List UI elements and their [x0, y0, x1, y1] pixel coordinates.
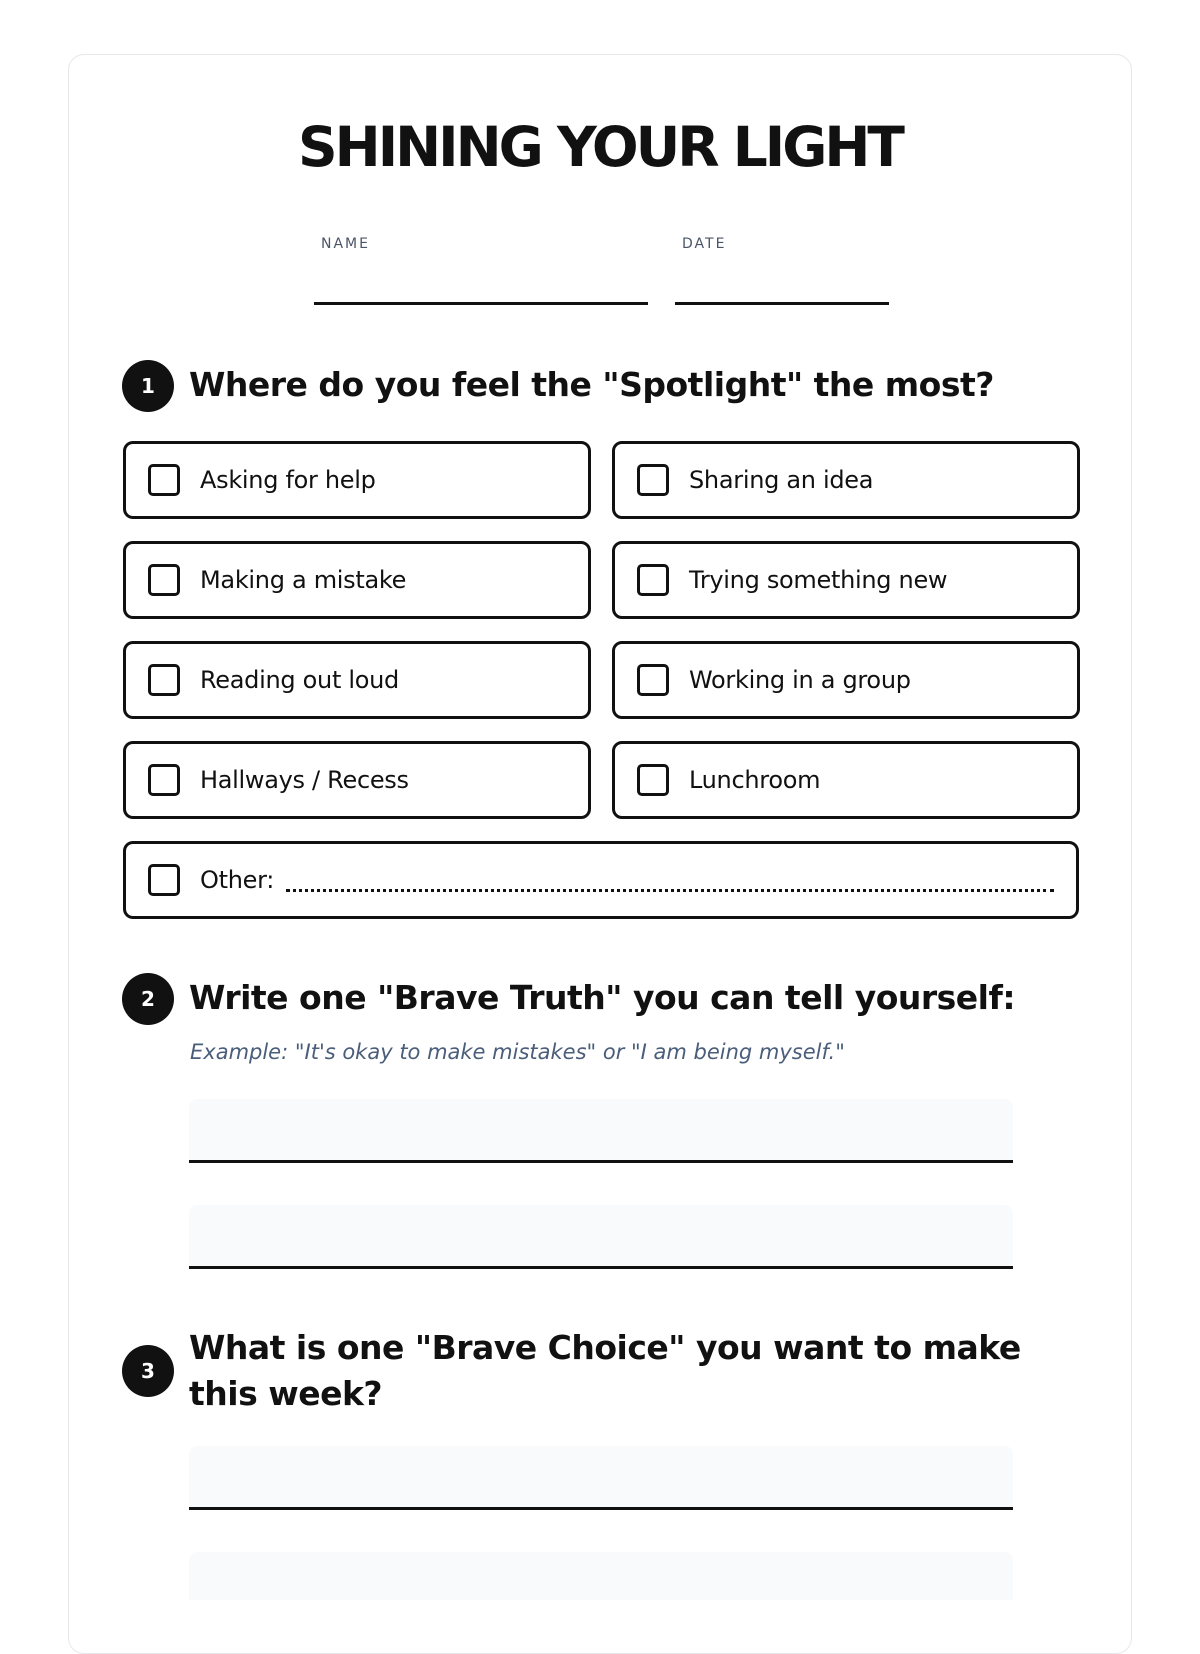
- question-3-text: What is one "Brave Choice" you want to make this week?: [189, 1328, 1021, 1413]
- other-write-in-line[interactable]: [286, 869, 1054, 892]
- option-hallways-recess[interactable]: [123, 741, 591, 819]
- option-making-a-mistake[interactable]: [123, 541, 591, 619]
- option-label: Working in a group: [689, 666, 911, 694]
- option-label: Reading out loud: [200, 666, 399, 694]
- checkbox[interactable]: [148, 664, 180, 696]
- checkbox[interactable]: [148, 764, 180, 796]
- option-other-label: Other:: [200, 866, 275, 894]
- answer-line[interactable]: [189, 1205, 1013, 1269]
- date-label: DATE: [682, 236, 727, 252]
- option-label: Making a mistake: [200, 566, 407, 594]
- option-other[interactable]: [123, 841, 1079, 919]
- page-title: SHINING YOUR LIGHT: [298, 115, 902, 179]
- answer-line[interactable]: [189, 1099, 1013, 1163]
- checkbox[interactable]: [637, 764, 669, 796]
- checkbox[interactable]: [148, 864, 180, 896]
- date-line[interactable]: [675, 302, 889, 305]
- question-3-number: 3: [122, 1345, 174, 1397]
- option-label: Asking for help: [200, 466, 376, 494]
- checkbox[interactable]: [148, 564, 180, 596]
- checkbox[interactable]: [637, 464, 669, 496]
- option-reading-out-loud[interactable]: [123, 641, 591, 719]
- option-asking-for-help[interactable]: [123, 441, 591, 519]
- question-2-text: Write one "Brave Truth" you can tell yourself:: [189, 978, 1016, 1017]
- question-2-hint: Example: "It's okay to make mistakes" or "I am being myself.": [190, 1040, 845, 1064]
- option-sharing-an-idea[interactable]: [612, 441, 1080, 519]
- option-label: Hallways / Recess: [200, 766, 409, 794]
- question-2-number: 2: [122, 973, 174, 1025]
- question-1-text: Where do you feel the "Spotlight" the most?: [189, 365, 994, 404]
- checkbox[interactable]: [148, 464, 180, 496]
- answer-line[interactable]: [189, 1446, 1013, 1510]
- option-label: Trying something new: [689, 566, 948, 594]
- name-label: NAME: [321, 236, 370, 252]
- option-lunchroom[interactable]: [612, 741, 1080, 819]
- checkbox[interactable]: [637, 664, 669, 696]
- answer-line[interactable]: [189, 1552, 1013, 1600]
- option-trying-something-new[interactable]: [612, 541, 1080, 619]
- checkbox[interactable]: [637, 564, 669, 596]
- option-label: Lunchroom: [689, 766, 821, 794]
- name-field[interactable]: [314, 236, 370, 252]
- option-label: Sharing an idea: [689, 466, 874, 494]
- question-1-number: 1: [122, 360, 174, 412]
- date-field[interactable]: [675, 236, 726, 252]
- option-working-in-a-group[interactable]: [612, 641, 1080, 719]
- name-line[interactable]: [314, 302, 648, 305]
